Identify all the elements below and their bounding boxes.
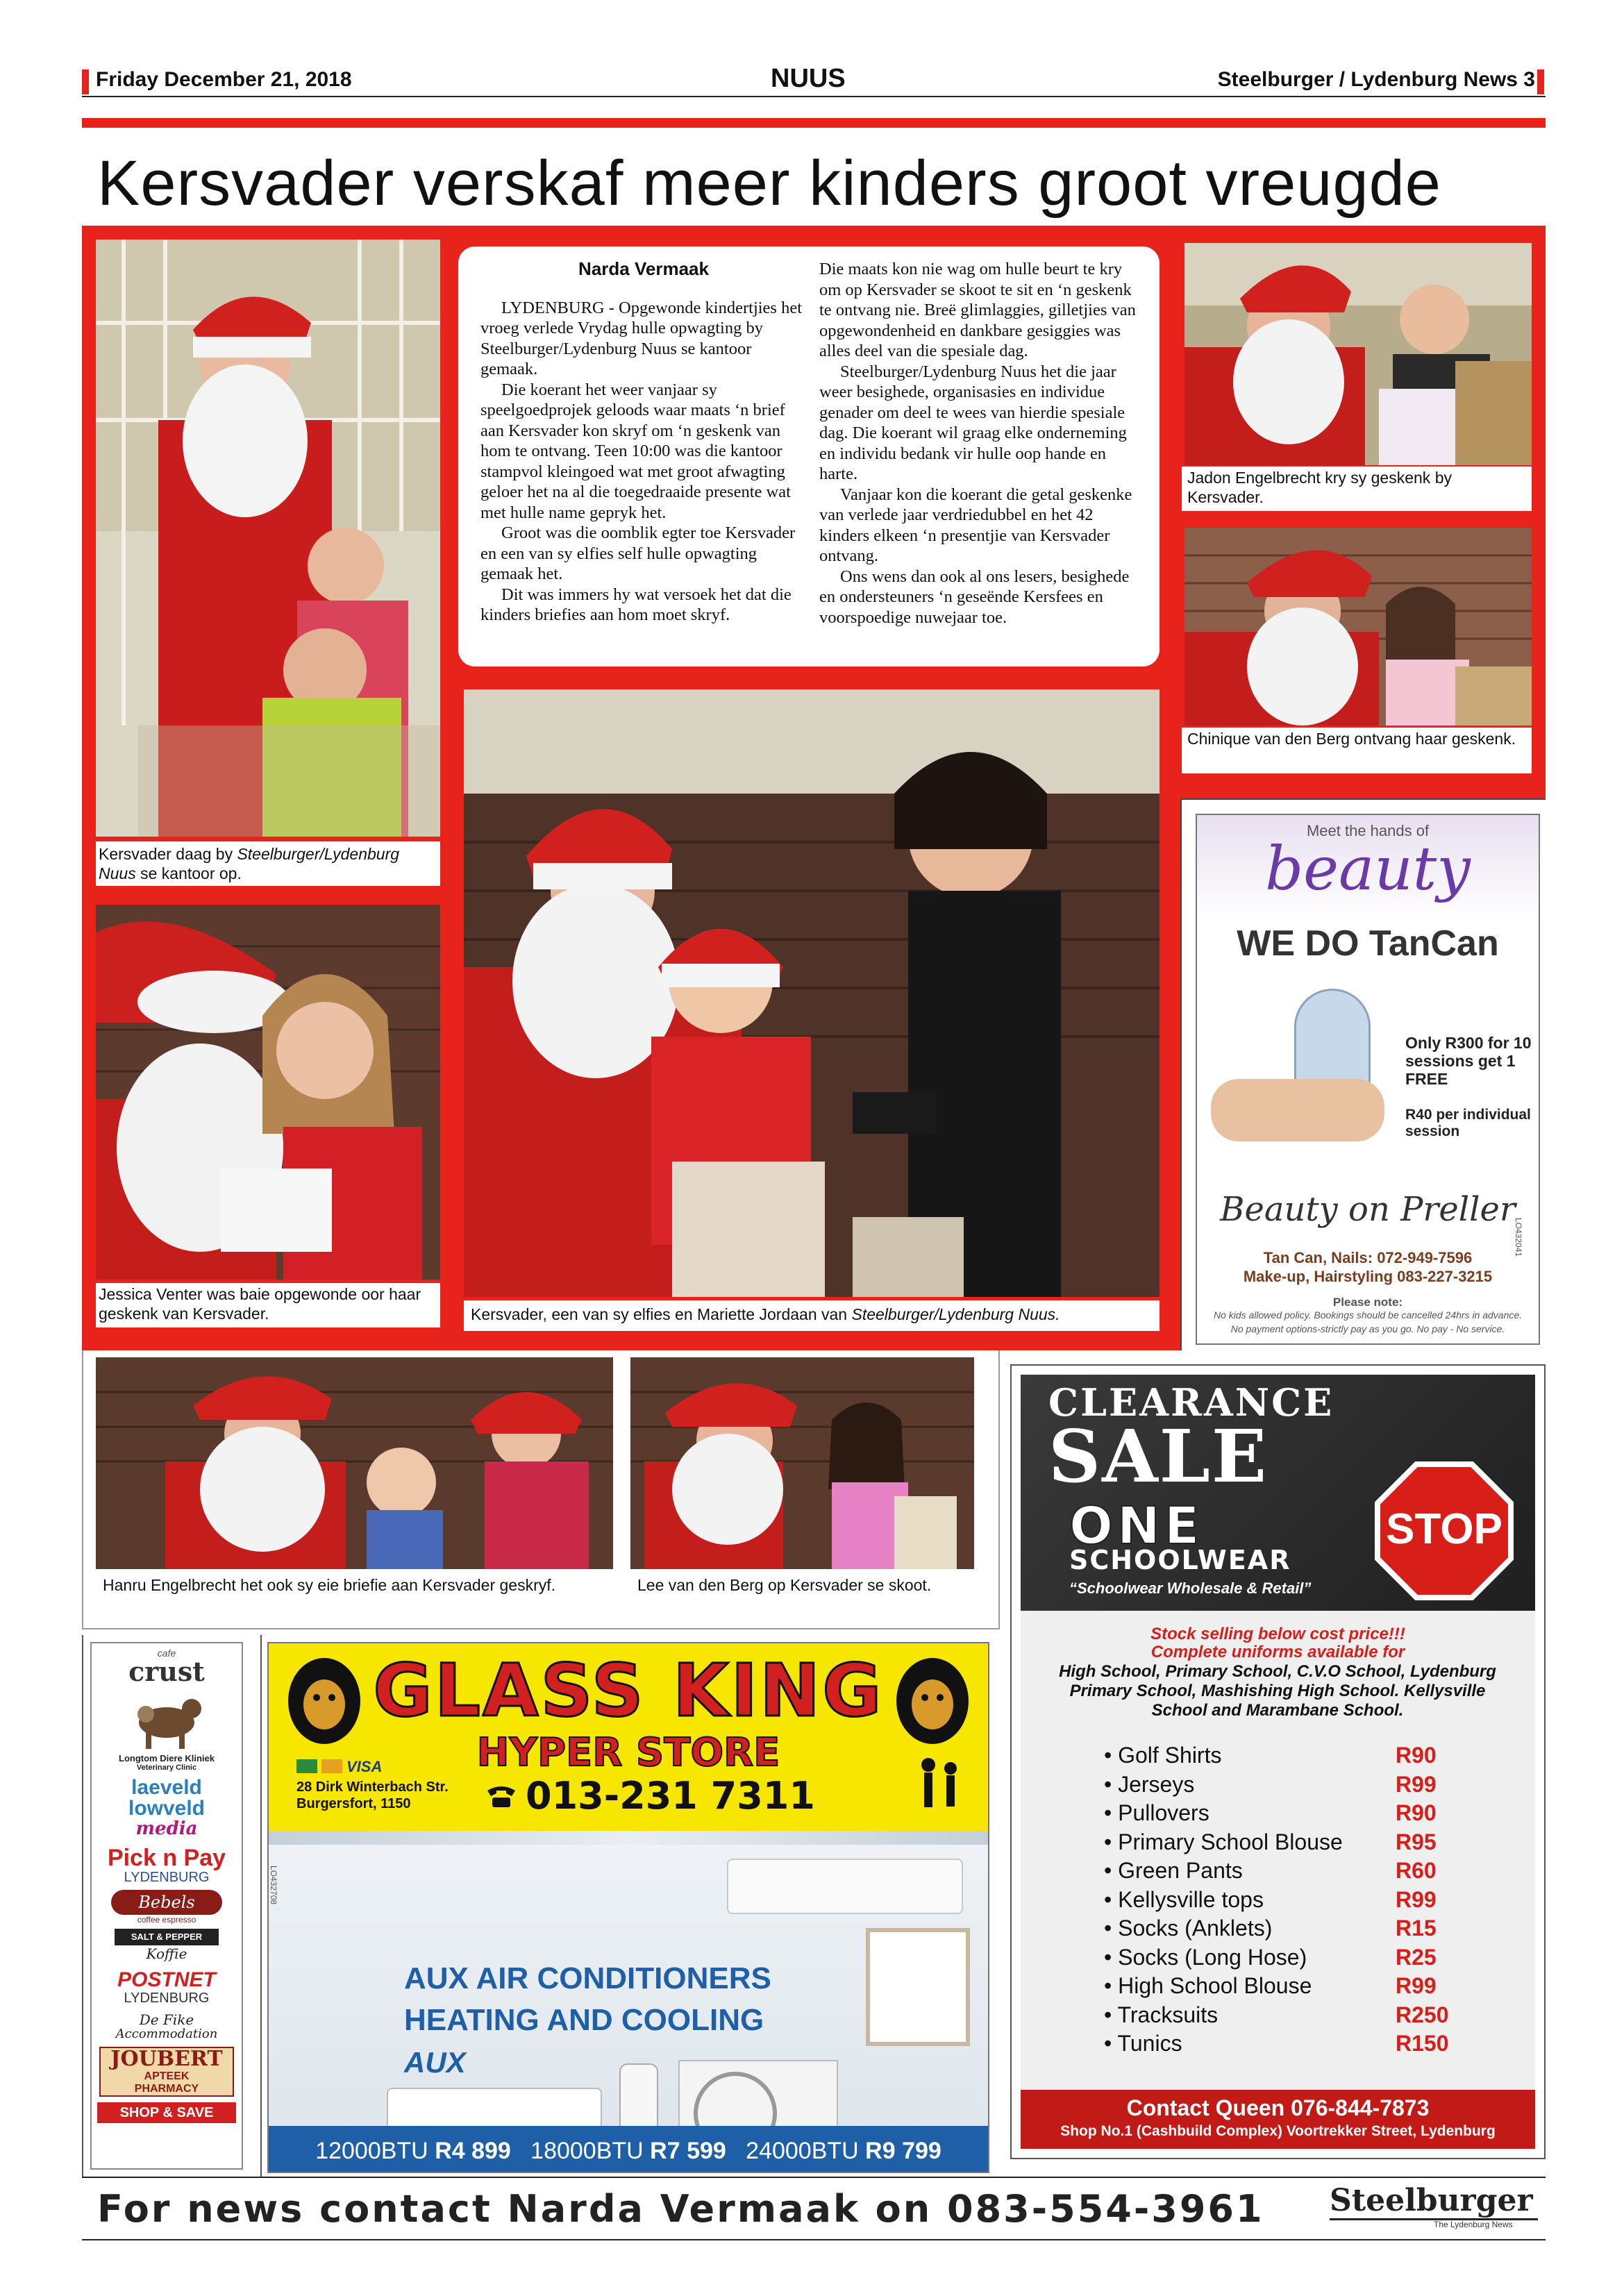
price-row bbox=[1104, 2031, 1493, 2060]
sponsor-pharmacy: PHARMACY bbox=[134, 2083, 199, 2095]
price-value: R250 bbox=[1396, 2002, 1449, 2027]
header-accent-left bbox=[82, 69, 89, 94]
headline: Kersvader verskaf meer kinders groot vreugde bbox=[97, 148, 1441, 219]
price-item: • Kellysville tops bbox=[1104, 1886, 1264, 1912]
brand-schoolwear: SCHOOLWEAR bbox=[1069, 1545, 1291, 1575]
price-value: R90 bbox=[1396, 1743, 1437, 1768]
beauty-ad[interactable] bbox=[1196, 814, 1540, 1345]
beauty-brand: Beauty on Preller bbox=[1220, 1190, 1516, 1229]
aux-logo: AUX bbox=[404, 2046, 466, 2079]
caption-chinique: Chinique van den Berg ontvang haar geskenk. bbox=[1187, 730, 1516, 748]
caption-publication: Steelburger/Lydenburg Nuus. bbox=[851, 1305, 1060, 1323]
glassking-phone: 013-231 7311 bbox=[526, 1774, 815, 1818]
aux-line-1: AUX AIR CONDITIONERS bbox=[404, 1961, 771, 1995]
footer-contact: For news contact Narda Vermaak on 083-554-3961 bbox=[97, 2187, 1264, 2231]
sponsor-picknpay: Pick n Pay bbox=[107, 1845, 226, 1871]
price-row bbox=[1104, 1973, 1493, 2002]
sponsor-saltpepper: SALT & PEPPER bbox=[115, 1929, 219, 1945]
glassking-title: GLASS KING bbox=[373, 1648, 884, 1733]
sponsor-defike: De Fike bbox=[139, 2011, 194, 2028]
price-row bbox=[1104, 1858, 1493, 1887]
sponsor-accommodation: Accommodation bbox=[115, 2027, 218, 2041]
caption-box-santa-arrives bbox=[96, 841, 440, 886]
price-label: 18000BTU bbox=[530, 2138, 644, 2164]
beauty-tagline-small: Meet the hands of bbox=[1306, 822, 1430, 839]
glassking-address-1: 28 Dirk Winterbach Str. bbox=[296, 1779, 449, 1795]
byline: Narda Vermaak bbox=[578, 258, 709, 279]
clearance-contact: Contact Queen 076-844-7873 bbox=[1126, 2095, 1430, 2120]
price-value: R150 bbox=[1396, 2031, 1449, 2056]
glassking-ad[interactable] bbox=[267, 1642, 989, 2173]
payment-logos bbox=[296, 1758, 394, 1776]
caption-box-hanru bbox=[96, 1571, 613, 1599]
sponsor-joubert: JOUBERT bbox=[110, 2047, 223, 2071]
sponsor-picknpay-town: LYDENBURG bbox=[124, 1870, 210, 1885]
paragraph: Dit was immers hy wat versoek het dat die kinders briefies aan hom moet skryf. bbox=[480, 585, 792, 624]
sponsor-joubert-box bbox=[99, 2047, 234, 2097]
article-body bbox=[458, 246, 1160, 667]
caption-elf bbox=[471, 1305, 1158, 1324]
photo-santa-elf-mariette bbox=[464, 689, 1160, 1297]
header-accent-right bbox=[1537, 69, 1544, 94]
glassking-ad-ref: LO432708 bbox=[269, 1866, 278, 1905]
caption-santa-arrives bbox=[99, 844, 437, 883]
beauty-note-2: No payment options-strictly pay as you go. No pay - No service. bbox=[1230, 1323, 1505, 1334]
paragraph: Die koerant het weer vanjaar sy speelgoedprojek geloods waar maats ‘n brief aan Kersvader kon skryf om ‘n geskenk van hom te ontvang. Teen 10:00 was die kantoor stampvol kleingoed wat met groot afwagting geloer het na al die toegedraaide presente wat met hulle name gepryk het. bbox=[480, 380, 791, 522]
price-row bbox=[1104, 2002, 1493, 2031]
column-rule bbox=[998, 1350, 1000, 1628]
price-value: R7 599 bbox=[650, 2138, 726, 2164]
caption-box-jadon bbox=[1182, 467, 1532, 511]
window-image bbox=[866, 1928, 970, 2046]
phone-icon bbox=[484, 1782, 519, 1810]
beauty-contact-2: Make-up, Hairstyling 083-227-3215 bbox=[1243, 1268, 1493, 1285]
footer-rule-top bbox=[82, 2177, 1546, 2178]
stop-sign-text: STOP bbox=[1386, 1505, 1502, 1553]
photo-jessica bbox=[96, 905, 440, 1280]
beauty-note-1: No kids allowed policy. Bookings should be cancelled 24hrs in advance. bbox=[1213, 1309, 1523, 1321]
sponsor-vet-clinic: Veterinary Clinic bbox=[136, 1763, 197, 1772]
clearance-address: Shop No.1 (Cashbuild Complex) Voortrekker Street, Lydenburg bbox=[1060, 2123, 1496, 2139]
beauty-note-head: Please note: bbox=[1332, 1296, 1403, 1309]
caption-text: Kersvader daag by bbox=[99, 845, 237, 863]
mastercard-icon bbox=[321, 1759, 342, 1773]
price-item: • Tunics bbox=[1104, 2031, 1182, 2056]
sponsor-postnet: POSTNET bbox=[117, 1968, 216, 1991]
glassking-logo-strip bbox=[269, 1831, 988, 1845]
card-icon bbox=[296, 1759, 317, 1773]
paragraph: Groot was die oomblik egter toe Kersvader en een van sy elfies self hulle opwagting gemaak het. bbox=[480, 523, 796, 583]
sponsor-bebels-sub: coffee espresso bbox=[137, 1915, 196, 1925]
caption-box-chinique bbox=[1182, 728, 1532, 773]
caption-text: se kantoor op. bbox=[135, 864, 242, 882]
price-value: R90 bbox=[1396, 1800, 1437, 1825]
beauty-contact-1: Tan Can, Nails: 072-949-7596 bbox=[1263, 1249, 1473, 1266]
price-value: R99 bbox=[1396, 1771, 1437, 1797]
legs-image bbox=[1211, 1079, 1384, 1141]
header-rule bbox=[82, 96, 1546, 97]
price-row bbox=[1104, 1945, 1493, 1974]
price-value: R99 bbox=[1396, 1973, 1437, 1998]
price-item: • Green Pants bbox=[1104, 1858, 1243, 1883]
logo-wordmark: Steelburger bbox=[1330, 2184, 1538, 2220]
vet-animals-icon bbox=[125, 1688, 208, 1750]
caption-jadon: Jadon Engelbrecht kry sy geskenk by Kersvader. bbox=[1187, 469, 1452, 506]
brand-one: ONE bbox=[1069, 1496, 1204, 1556]
price-value: R15 bbox=[1396, 1916, 1437, 1941]
article-column-1 bbox=[480, 259, 807, 626]
logo-subtitle: The Lydenburg News bbox=[1434, 2220, 1513, 2229]
paragraph: Steelburger/Lydenburg Nuus het die jaar weer besighede, organisasies en individue genader om deel te wees van hierdie spesiale dag. Die koerant wil graag elke onderneming en individu bedank vir hulle oop hande en harte. bbox=[819, 362, 1127, 483]
price-row bbox=[1104, 1800, 1493, 1829]
price-item: • Socks (Anklets) bbox=[1104, 1916, 1273, 1941]
paragraph: Ons wens dan ook al ons lesers, besighede en ondersteuners ‘n geseënde Kersfees en voorspoedige nuwejaar toe. bbox=[819, 567, 1130, 627]
caption-jessica: Jessica Venter was baie opgewonde oor haar geskenk van Kersvader. bbox=[99, 1285, 421, 1323]
paragraph: Die maats kon nie wag om hulle beurt te kry om op Kersvader se skoot te sit en ‘n geskenk te ontvang nie. Breë glimlaggies, gilletjies van opgewondenheid en dankbare gesiggies was alles deel van die spesiale dag. bbox=[819, 260, 1136, 360]
photo-chinique bbox=[1184, 528, 1532, 726]
price-item: • Tracksuits bbox=[1104, 2002, 1219, 2027]
caption-hanru: Hanru Engelbrecht het ook sy eie briefie aan Kersvader geskryf. bbox=[103, 1576, 556, 1594]
price-row bbox=[1104, 1829, 1493, 1859]
clearance-slogan: “Schoolwear Wholesale & Retail” bbox=[1069, 1579, 1312, 1597]
price-label: 24000BTU bbox=[746, 2138, 859, 2164]
clearance-line1: CLEARANCE bbox=[1048, 1380, 1334, 1425]
clearance-price-list bbox=[1104, 1743, 1493, 2060]
aux-line-2: HEATING AND COOLING bbox=[404, 2003, 764, 2037]
price-value: R25 bbox=[1396, 1944, 1437, 1970]
sponsor-longtom: Longtom Diere Kliniek bbox=[119, 1753, 215, 1763]
visa-icon: VISA bbox=[346, 1758, 383, 1775]
sponsor-apteek: APTEEK bbox=[144, 2070, 190, 2082]
article-column-2 bbox=[819, 259, 1146, 628]
price-item: • Primary School Blouse bbox=[1104, 1829, 1343, 1854]
price-item: • Socks (Long Hose) bbox=[1104, 1944, 1307, 1970]
photo-lee bbox=[630, 1357, 974, 1569]
people-icon bbox=[907, 1754, 970, 1824]
beauty-tagline-big: beauty bbox=[1265, 835, 1471, 904]
price-label: 12000BTU bbox=[315, 2138, 428, 2164]
paragraph: LYDENBURG - Opgewonde kindertjies het vroeg verlede Vrydag hulle opwagting by Steelburger/Lydenburg Nuus se kantoor gemaak. bbox=[480, 298, 803, 378]
price-item: • Golf Shirts bbox=[1104, 1743, 1222, 1768]
price-item: • High School Blouse bbox=[1104, 1973, 1312, 1998]
aux-prices bbox=[269, 2138, 988, 2165]
clearance-line2: SALE bbox=[1048, 1414, 1269, 1499]
steelburger-logo bbox=[1330, 2184, 1538, 2232]
beauty-offer: Only R300 for 10 sessions get 1 FREE bbox=[1405, 1034, 1532, 1088]
caption-box-jessica bbox=[96, 1283, 440, 1327]
sponsors-panel bbox=[90, 1642, 243, 2170]
price-item: • Jerseys bbox=[1104, 1771, 1195, 1797]
sponsor-koffie: Koffie bbox=[146, 1945, 187, 1962]
wall-unit-image bbox=[727, 1859, 963, 1914]
beauty-ad-ref: LO432041 bbox=[1514, 1218, 1523, 1257]
price-value: R60 bbox=[1396, 1858, 1437, 1883]
glassking-address-2: Burgersfort, 1150 bbox=[296, 1796, 411, 1811]
clearance-schools: High School, Primary School, C.V.O School, Lydenburg Primary School, Mashishing High School. Kellysville School and Marambane School. bbox=[1059, 1662, 1496, 1720]
price-value: R9 799 bbox=[865, 2138, 941, 2164]
shop-and-save-banner: SHOP & SAVE bbox=[97, 2102, 236, 2123]
price-row bbox=[1104, 1887, 1493, 1916]
caption-publication: Steelburger/Lydenburg Nuus bbox=[99, 845, 400, 882]
price-value: R4 899 bbox=[435, 2138, 511, 2164]
issue-date: Friday December 21, 2018 bbox=[96, 68, 352, 91]
photo-jadon bbox=[1184, 243, 1532, 465]
sponsor-laeveld: laeveld bbox=[131, 1776, 202, 1799]
sponsor-crust: crust bbox=[128, 1656, 205, 1687]
price-value: R99 bbox=[1396, 1886, 1437, 1912]
clearance-ad[interactable] bbox=[1021, 1375, 1535, 2149]
stop-sign-icon bbox=[1375, 1461, 1514, 1600]
price-row bbox=[1104, 1743, 1493, 1772]
caption-text: Kersvader, een van sy elfies en Mariette Jordaan van bbox=[471, 1305, 852, 1323]
sponsor-bebels: Bebels bbox=[111, 1890, 222, 1915]
beauty-headline bbox=[1197, 923, 1539, 964]
photo-hanru bbox=[96, 1357, 613, 1569]
publication-page: Steelburger / Lydenburg News 3 bbox=[1217, 68, 1535, 91]
beauty-offer-2: R40 per individual session bbox=[1405, 1107, 1531, 1139]
caption-box-lee bbox=[630, 1571, 974, 1599]
glassking-subtitle: HYPER STORE bbox=[476, 1730, 780, 1775]
clearance-promo-1: Stock selling below cost price!!! bbox=[1150, 1625, 1405, 1643]
sponsor-lowveld: lowveld bbox=[128, 1797, 206, 1820]
price-value: R95 bbox=[1396, 1829, 1437, 1854]
price-row bbox=[1104, 1916, 1493, 1945]
sponsor-cafe: cafe bbox=[157, 1648, 176, 1659]
caption-box-elf bbox=[464, 1300, 1160, 1331]
price-row bbox=[1104, 1772, 1493, 1801]
paragraph: Vanjaar kon die koerant die getal geskenke van verlede jaar verdriedubbel en het 42 kinders elkeen ‘n presentjie van Kersvader ontvang. bbox=[819, 485, 1132, 565]
sponsor-postnet-town: LYDENBURG bbox=[124, 1991, 210, 2006]
photo-santa-arrives bbox=[96, 240, 440, 837]
headline-band bbox=[82, 118, 1546, 128]
section-label: NUUS bbox=[771, 64, 846, 93]
beauty-headline-text: WE DO TanCan bbox=[1237, 923, 1499, 964]
caption-lee: Lee van den Berg op Kersvader se skoot. bbox=[637, 1576, 932, 1594]
price-item: • Pullovers bbox=[1104, 1800, 1209, 1825]
sponsor-media: media bbox=[135, 1818, 198, 1839]
footer-rule-bottom bbox=[82, 2239, 1546, 2240]
photo-area-rule bbox=[82, 1628, 1000, 1629]
clearance-promo-2: Complete uniforms available for bbox=[1150, 1643, 1405, 1661]
